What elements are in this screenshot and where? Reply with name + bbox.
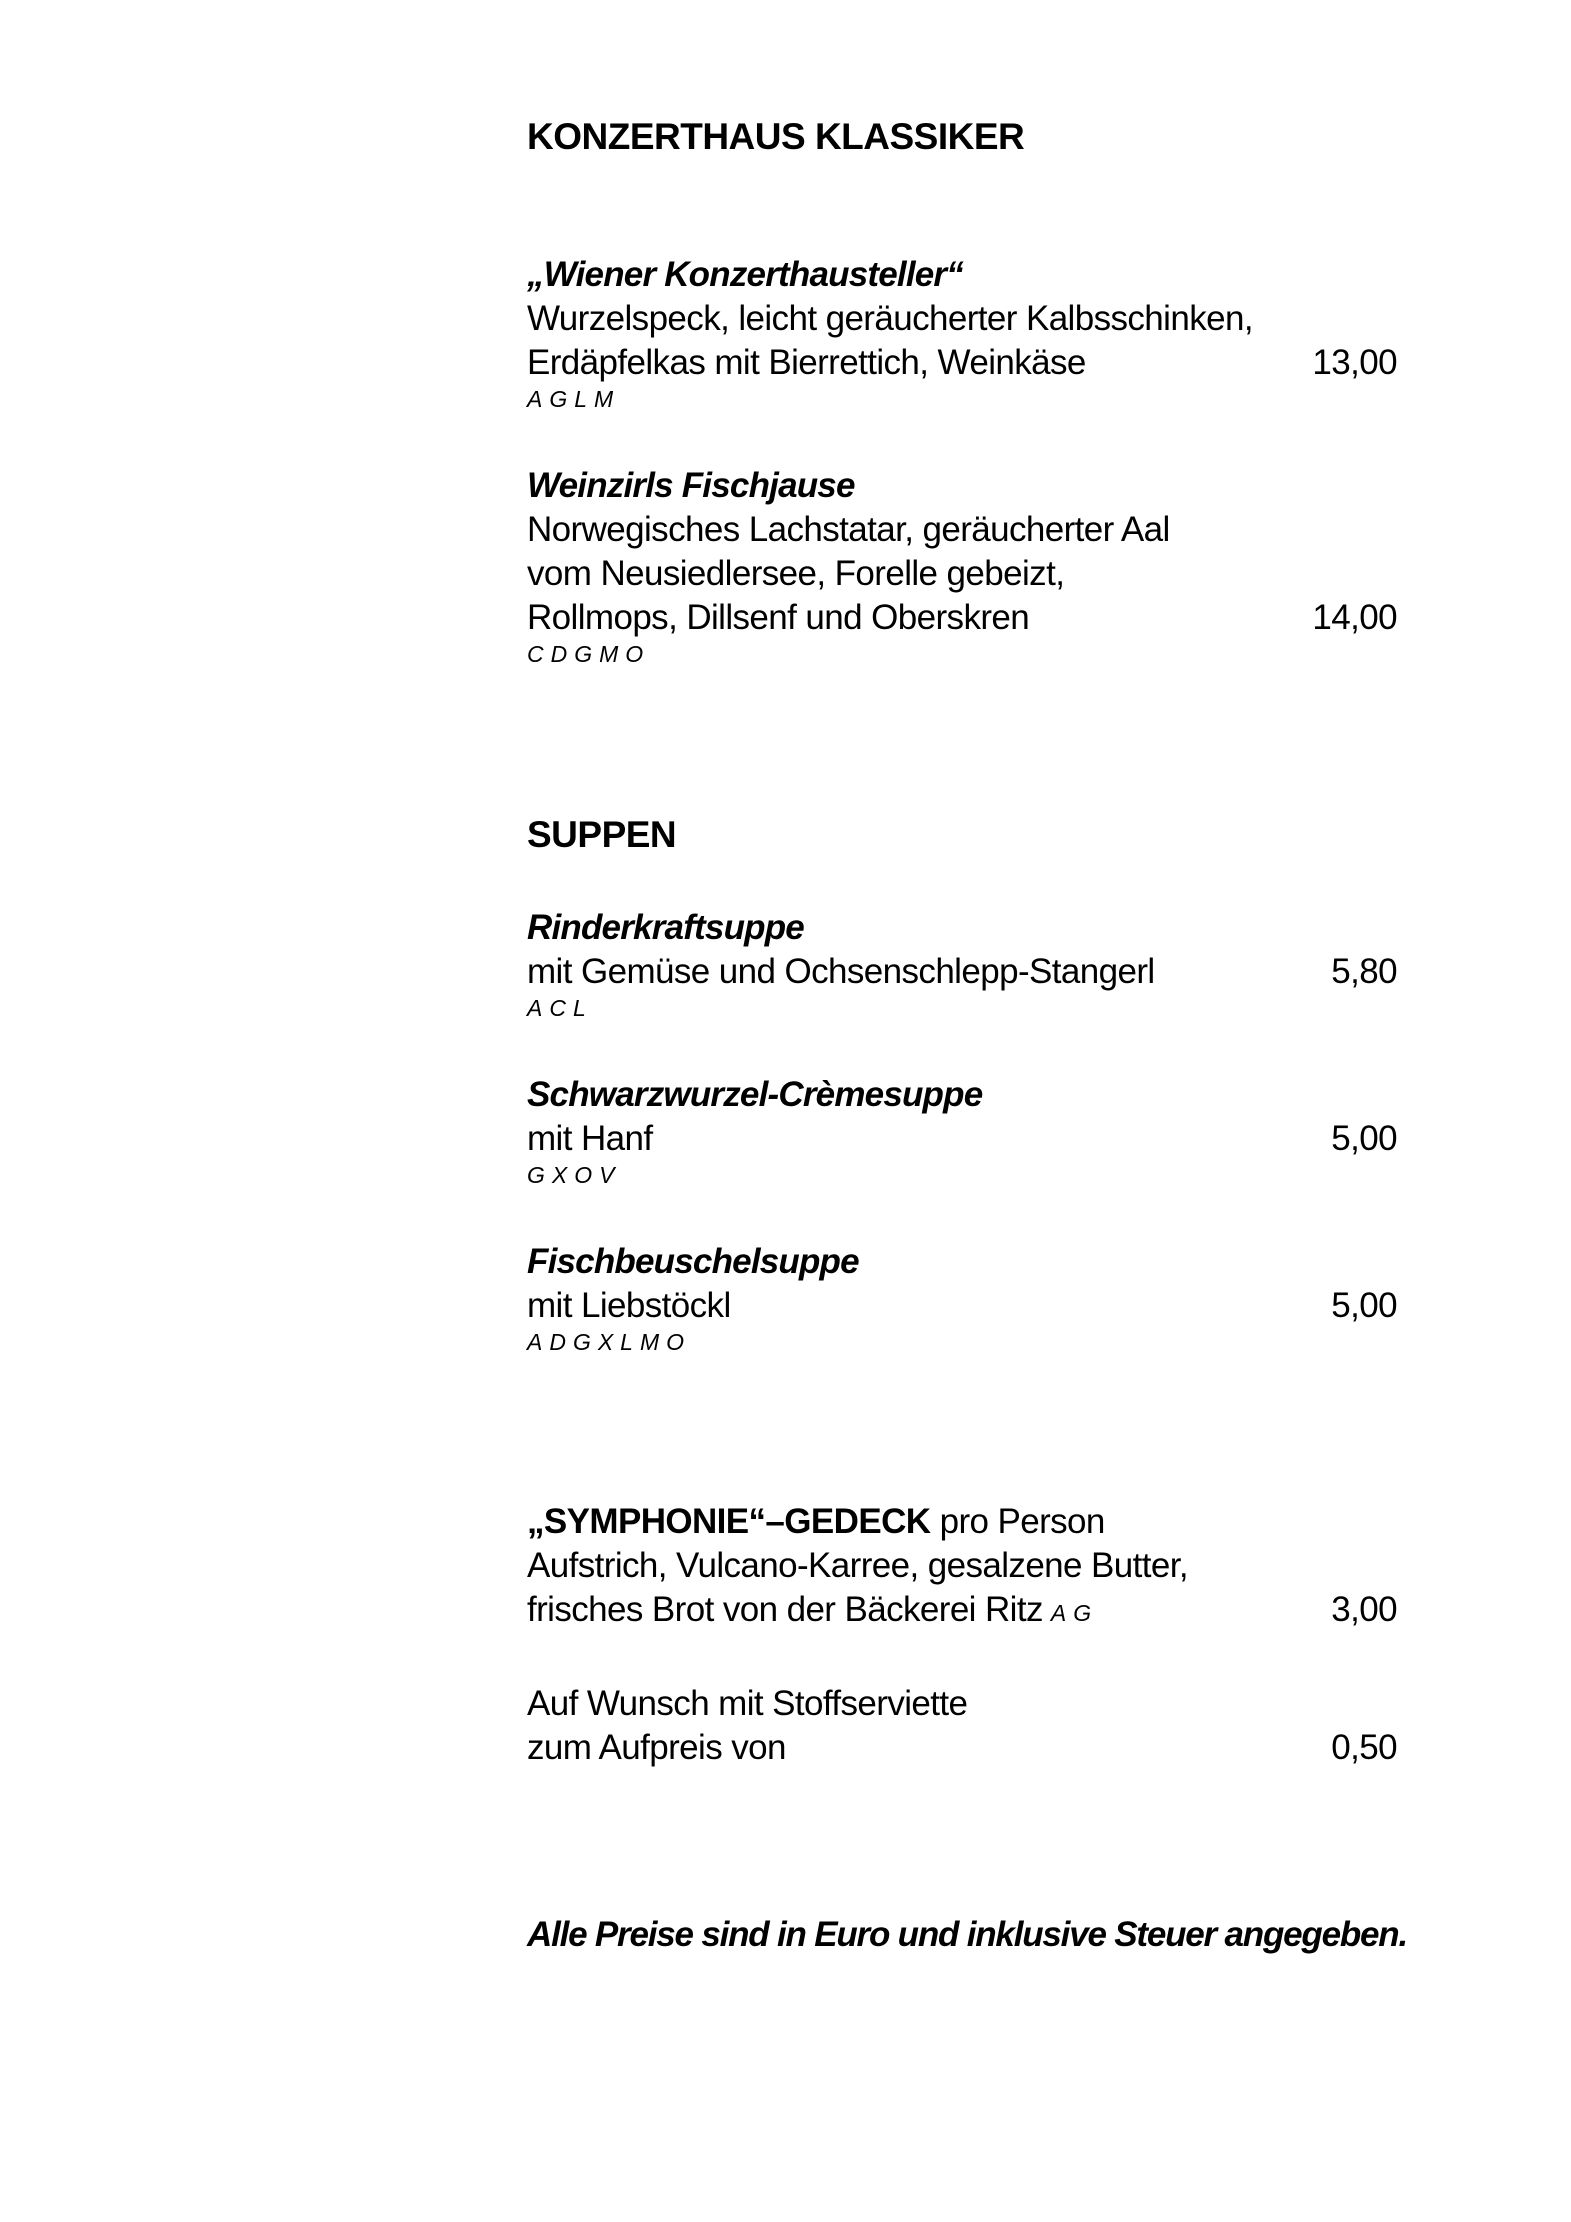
gedeck-description-line: Aufstrich, Vulcano-Karree, gesalzene Butter, [527, 1546, 1189, 1585]
gedeck-title: „SYMPHONIE“–GEDECK [527, 1502, 931, 1541]
menu-item-fischjause [527, 464, 1397, 668]
item-name: „Wiener Konzerthausteller“ [527, 255, 963, 294]
serviette-block [527, 1682, 1397, 1770]
item-description-line: Erdäpfelkas mit Bierrettich, Weinkäse 13,00 [527, 341, 1397, 385]
gedeck-block [527, 1500, 1397, 1632]
serviette-line: Auf Wunsch mit Stoffserviette [527, 1684, 968, 1723]
gedeck-allergens: AG [1050, 1600, 1099, 1626]
item-name: Weinzirls Fischjause [527, 466, 855, 505]
gedeck-description-line: frisches Brot von der Bäckerei Ritz AG 3,00 [527, 1588, 1397, 1632]
item-allergens: ACL [527, 995, 593, 1021]
item-description-line: vom Neusiedlersee, Forelle gebeizt, [527, 554, 1065, 593]
menu-item-konzerthausteller [527, 253, 1397, 413]
item-name: Fischbeuschelsuppe [527, 1242, 859, 1281]
menu-item-schwarzwurzel-cremesuppe [527, 1073, 1397, 1189]
gedeck-title-suffix: pro Person [930, 1502, 1105, 1541]
section-title-suppen: SUPPEN [527, 814, 677, 855]
price-footnote: Alle Preise sind in Euro und inklusive Steuer angegeben. [527, 1915, 1407, 1954]
item-price: 5,00 [1331, 1119, 1397, 1158]
item-name: Schwarzwurzel-Crèmesuppe [527, 1075, 983, 1114]
item-description-line: Rollmops, Dillsenf und Oberskren 14,00 [527, 596, 1397, 640]
serviette-price: 0,50 [1331, 1728, 1397, 1767]
gedeck-price: 3,00 [1331, 1590, 1397, 1629]
item-price: 5,00 [1331, 1286, 1397, 1325]
item-price: 5,80 [1331, 952, 1397, 991]
menu-item-rinderkraftsuppe [527, 906, 1397, 1022]
item-name: Rinderkraftsuppe [527, 908, 804, 947]
item-description-line: mit Hanf 5,00 [527, 1117, 1397, 1161]
item-description-line: Norwegisches Lachstatar, geräucherter Aal [527, 510, 1170, 549]
item-allergens: AGLM [527, 386, 621, 412]
item-description-line: Wurzelspeck, leicht geräucherter Kalbsschinken, [527, 299, 1253, 338]
section-title-klassiker: KONZERTHAUS KLASSIKER [527, 116, 1025, 157]
menu-item-fischbeuschelsuppe [527, 1240, 1397, 1356]
item-allergens: ADGXLMO [527, 1329, 692, 1355]
item-allergens: GXOV [527, 1162, 622, 1188]
item-price: 14,00 [1312, 598, 1397, 637]
item-description-line: mit Liebstöckl 5,00 [527, 1284, 1397, 1328]
item-allergens: CDGMO [527, 641, 651, 667]
item-description-line: mit Gemüse und Ochsenschlepp-Stangerl 5,80 [527, 950, 1397, 994]
gedeck-heading [527, 1500, 1397, 1544]
serviette-line: zum Aufpreis von 0,50 [527, 1726, 1397, 1770]
item-price: 13,00 [1312, 343, 1397, 382]
